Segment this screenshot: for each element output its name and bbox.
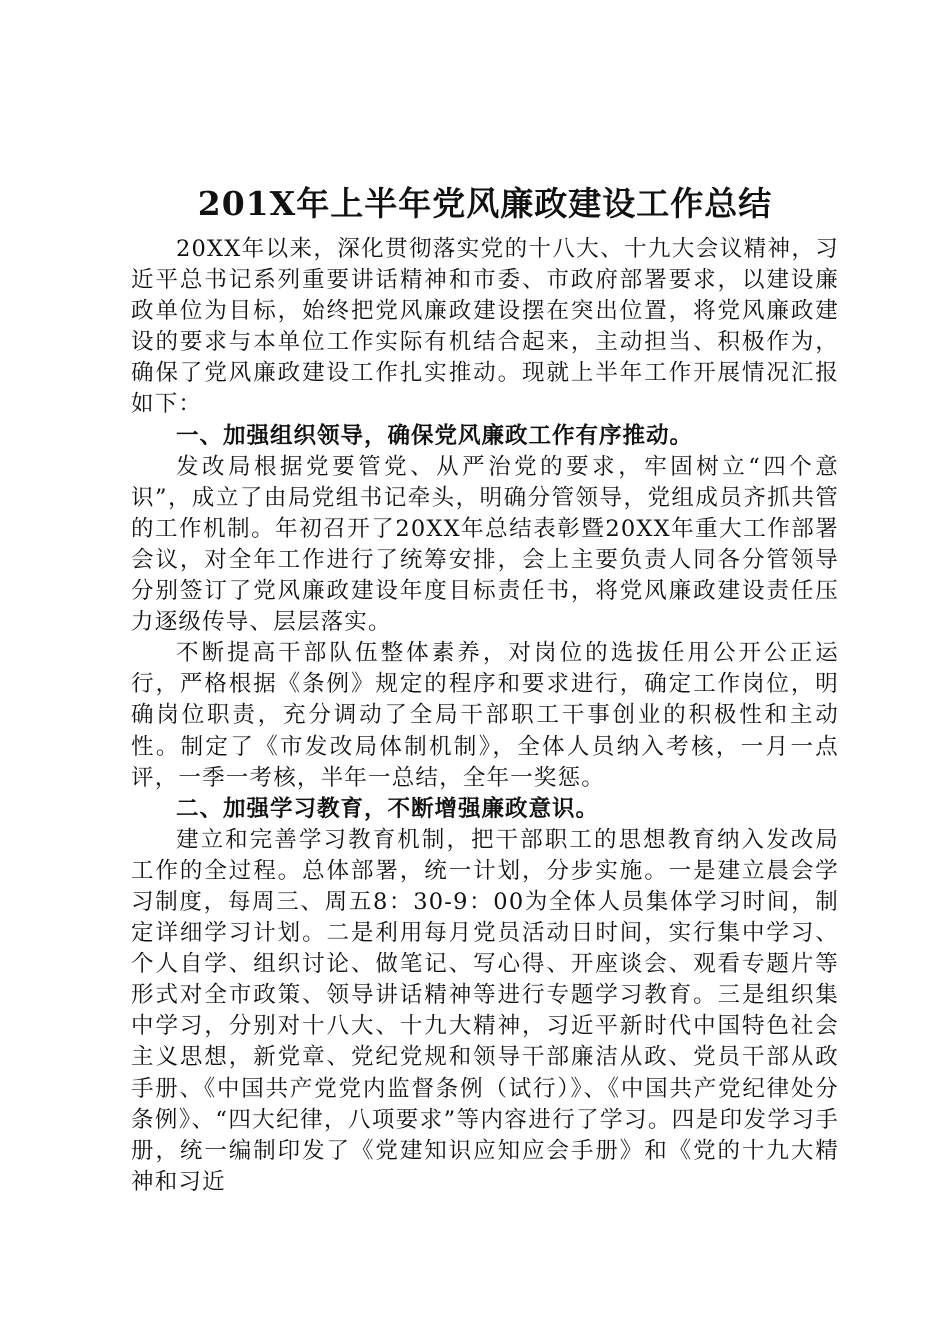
section-heading-1: 一、加强组织领导，确保党风廉政工作有序推动。 bbox=[176, 422, 694, 449]
document-title: 201X年上半年党风廉政建设工作总结 bbox=[197, 184, 773, 223]
section2-paragraph-1: 建立和完善学习教育机制，把干部职工的思想教育纳入发改局工作的全过程。总体部署，统一计划，分步实施。一是建立晨会学习制度，每周三、周五8：30-9：00为全体人员集体学习时间，制定详细学习计划。二是利用每月党员活动日时间，实行集中学习、个人自学、组织讨论、做笔记、写心得、开座谈会、观看专题片等形式对全市政策、领导讲话精神等进行专题学习教育。三是组织集中学习，分别对十八大、十九大精神，习近平新时代中国特色社会主义思想，新党章、党纪党规和领导干部廉洁从政、党员干部从政手册、《中国共产党党内监督条例（试行）》、《中国共产党纪律处分条例》、“四大纪律，八项要求”等内容进行了学习。四是印发学习手册，统一编制印发了《党建知识应知应会手册》和《党的十九大精神和习近 bbox=[131, 826, 839, 1195]
section1-paragraph-2: 不断提高干部队伍整体素养，对岗位的选拔任用公开公正运行，严格根据《条例》规定的程序和要求进行，确定工作岗位，明确岗位职责，充分调动了全局干部职工干事创业的积极性和主动性。制定了《市发改局体制机制》，全体人员纳入考核，一月一点评，一季一考核，半年一总结，全年一奖惩。 bbox=[131, 640, 839, 791]
intro-paragraph: 20XX年以来，深化贯彻落实党的十八大、十九大会议精神，习近平总书记系列重要讲话精神和市委、市政府部署要求，以建设廉政单位为目标，始终把党风廉政建设摆在突出位置，将党风廉政建设的要求与本单位工作实际有机结合起来，主动担当、积极作为，确保了党风廉政建设工作扎实推动。现就上半年工作开展情况汇报如下： bbox=[131, 236, 839, 418]
section-heading-2: 二、加强学习教育，不断增强廉政意识。 bbox=[176, 795, 600, 822]
document-page bbox=[131, 180, 839, 1198]
section1-paragraph-1: 发改局根据党要管党、从严治党的要求，牢固树立“四个意识”，成立了由局党组书记牵头，明确分管领导，党组成员齐抓共管的工作机制。年初召开了20XX年总结表彰暨20XX年重大工作部署会议，对全年工作进行了统筹安排，会上主要负责人同各分管领导分别签订了党风廉政建设年度目标责任书，将党风廉政建设责任压力逐级传导、层层落实。 bbox=[131, 453, 839, 636]
